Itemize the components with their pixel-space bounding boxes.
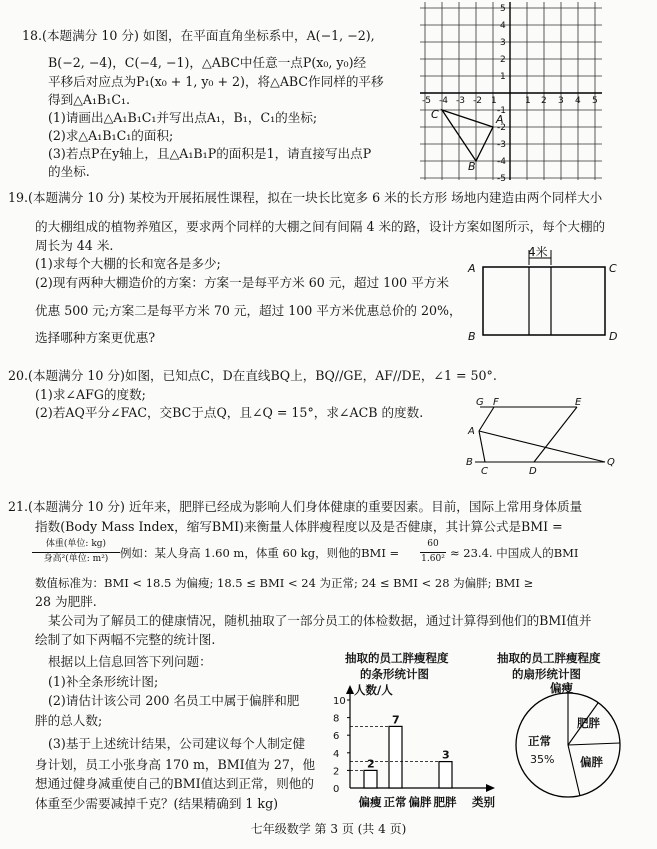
- y-tick: 2: [500, 55, 506, 65]
- corner-label: C: [609, 262, 617, 275]
- y-tick-label: 4: [333, 748, 340, 760]
- geo-label: C: [481, 466, 488, 477]
- y-tick-label: 6: [333, 731, 340, 743]
- q21-line-8: 根据以上信息回答下列问题：: [48, 654, 212, 669]
- q21-line-12: (3)基于上述统计结果，公司建议每个人制定健: [48, 736, 306, 751]
- y-tick: -1: [497, 106, 506, 116]
- x-category-label: 肥胖: [433, 795, 457, 809]
- bar-value-label: 2: [367, 757, 375, 771]
- q21-line-3a: 例如：某人身高 1.60 m，体重 60 kg，则他的BMI =: [120, 546, 400, 560]
- bar: [439, 762, 452, 788]
- q19-line-3: 周长为 44 米.: [35, 238, 114, 253]
- q18-line-1: 18.(本题满分 10 分) 如图，在平面直角坐标系中，A(−1, −2),: [22, 28, 375, 43]
- q20-line-2: (1)求∠AFG的度数;: [35, 387, 146, 402]
- y-tick-label: 10: [333, 696, 346, 707]
- q21-line-15: 体重至少需要减掉千克？(结果精确到 1 kg): [35, 796, 279, 811]
- x-category-label: 偏瘦: [358, 795, 382, 809]
- q21-line-2: 指数(Body Mass Index，缩写BMI)来衡量人体胖瘦程度以及是否健康，其计算公式是BMI =: [35, 519, 563, 534]
- corner-label: B: [468, 330, 476, 343]
- q18-line-6: (2)求△A₁B₁C₁的面积;: [48, 128, 174, 143]
- bar-chart-title-2: 的条形统计图: [360, 667, 429, 681]
- pie-label-normal: 正常: [528, 734, 551, 748]
- pie-label-obese: 肥胖: [577, 716, 600, 730]
- pie-divider: [568, 743, 620, 745]
- geo-label: F: [493, 397, 499, 408]
- y-axis-arrow: [346, 685, 354, 694]
- pie-label-overweight: 偏胖: [580, 755, 603, 769]
- x-tick: 1: [491, 96, 497, 106]
- q19-line-2: 的大棚组成的植物养殖区，要求两个同样的大棚之间有间隔 4 米的路，设计方案如图所示，每个大棚的: [35, 219, 606, 234]
- corner-label: A: [468, 262, 476, 275]
- q18-line-2: B(−2, −4)，C(−4, −1)，△ABC中任意一点P(x₀, y₀)经: [48, 55, 367, 70]
- y-tick: 3: [500, 38, 506, 48]
- point-label: C: [431, 108, 439, 121]
- x-axis-arrow: [486, 784, 495, 792]
- pie-percent-normal: 35%: [530, 753, 555, 766]
- y-tick: -5: [497, 174, 506, 184]
- q21-line-1: 21.(本题满分 10 分) 近年来，肥胖已经成为影响人们身体健康的重要因素。目前，国际上常用身体质量: [8, 499, 583, 514]
- pie-divider: [568, 745, 580, 796]
- bar-chart-title-1: 抽取的员工胖瘦程度: [345, 651, 449, 665]
- q20-line-3: (2)若AQ平分∠FAC，交BC于点Q，且∠Q = 15°，求∠ACB 的度数.: [35, 405, 424, 420]
- x-tick: -4: [439, 96, 448, 106]
- q18-line-8: 的坐标.: [48, 164, 90, 179]
- y-tick: -4: [497, 157, 506, 167]
- q21-line-6: 某公司为了解员工的健康情况，随机抽取了一部分员工的体检数据，通过计算得到他们的BMI值并: [48, 613, 592, 628]
- q18-line-3: 平移后对应点为P₁(x₀ + 1, y₀ + 2)，将△ABC作同样的平移: [48, 74, 384, 89]
- example-denominator: 1.60²: [421, 554, 445, 564]
- geo-label: B: [466, 457, 473, 468]
- x-tick: 1: [525, 96, 531, 106]
- bar-x-label: 类别: [472, 795, 495, 809]
- geo-label: G: [476, 397, 484, 408]
- q18-line-5: (1)请画出△A₁B₁C₁并写出点A₁，B₁，C₁的坐标;: [48, 110, 318, 125]
- bar: [364, 770, 377, 788]
- coordinate-grid: [420, 2, 605, 184]
- y-tick-label: 2: [333, 766, 340, 778]
- gap-label: 4米: [528, 245, 548, 259]
- y-tick: 4: [500, 21, 506, 31]
- y-tick: -3: [497, 140, 506, 150]
- pie-chart-title-2: 的扇形统计图: [512, 667, 581, 681]
- x-tick: 4: [575, 96, 581, 106]
- x-tick: 3: [558, 96, 564, 106]
- line-ac: [479, 431, 485, 462]
- x-tick: -3: [456, 96, 465, 106]
- geometry-figure: [465, 395, 625, 477]
- page-footer: 七年级数学 第 3 页 (共 4 页): [250, 822, 407, 836]
- geo-label: Q: [607, 457, 615, 468]
- q21-line-11: 胖的总人数;: [35, 713, 103, 728]
- field-rectangle: [483, 267, 605, 335]
- example-numerator: 60: [427, 539, 439, 549]
- y-tick: -2: [497, 123, 506, 133]
- y-tick: 1: [500, 72, 506, 82]
- bar-y-label: 人数/人: [354, 683, 393, 697]
- q21-line-14: 想通过健身减重使自己的BMI值达到正常，则他的: [35, 776, 314, 791]
- bmi-fraction-numerator: 体重(单位: kg): [45, 539, 107, 549]
- q21-line-3b: ≈ 23.4. 中国成人的BMI: [450, 546, 579, 560]
- x-category-label: 偏胖: [408, 795, 432, 809]
- pie-label-underweight: 偏瘦: [550, 681, 573, 695]
- x-tick: -5: [422, 96, 431, 106]
- point-label: A: [496, 113, 504, 126]
- q21-line-10: (2)请估计该公司 200 名员工中属于偏胖和肥: [48, 693, 300, 708]
- bar: [389, 726, 402, 788]
- pie-chart: [510, 683, 630, 803]
- q19-line-6: 优惠 500 元;方案二是每平方米 70 元，超过 100 平方米优惠总价的 20%，: [35, 303, 462, 318]
- example-fraction-bar: [420, 552, 446, 553]
- q20-line-1: 20.(本题满分 10 分)如图，已知点C，D在直线BQ上，BQ//GE，AF//DE，∠1 = 50°.: [8, 368, 497, 383]
- bar-value-label: 7: [392, 713, 400, 727]
- x-tick: 2: [541, 96, 547, 106]
- q19-line-4: (1)求每个大棚的长和宽各是多少;: [35, 256, 221, 271]
- q21-line-13: 身计划，员工小张身高 170 m，BMI值为 27，他: [35, 757, 316, 772]
- bmi-fraction-denominator: 身高²(单位: m²): [43, 554, 109, 564]
- bar-value-label: 3: [442, 748, 450, 762]
- q19-line-7: 选择哪种方案更优惠?: [35, 330, 156, 345]
- y-tick-label: 0: [333, 784, 340, 795]
- triangle-abc: [442, 110, 493, 161]
- q19-line-5: (2)现有两种大棚造价的方案：方案一是每平方米 60 元，超过 100 平方米: [35, 275, 449, 290]
- geo-label: D: [529, 466, 537, 477]
- q19-line-1: 19.(本题满分 10 分) 某校为开展拓展性课程，拟在一块长比宽多 6 米的长方形 场地内建造由两个同样大小: [8, 190, 603, 205]
- x-tick: 5: [592, 96, 598, 106]
- q21-line-5: 28 为肥胖.: [35, 594, 97, 609]
- q21-line-7: 绘制了如下两幅不完整的统计图.: [35, 632, 216, 647]
- pie-chart-title-1: 抽取的员工胖瘦程度: [497, 651, 601, 665]
- greenhouse-diagram: [465, 244, 620, 342]
- geo-label: E: [575, 397, 582, 408]
- x-category-label: 正常: [383, 795, 407, 809]
- point-label: B: [468, 160, 476, 173]
- line-aq: [479, 431, 605, 462]
- bar-chart: [320, 680, 500, 810]
- grid-lines: [420, 2, 602, 180]
- bmi-fraction-bar: [32, 552, 120, 553]
- q18-line-7: (3)若点P在y轴上，且△A₁B₁P的面积是1，请直接写出点P: [48, 146, 372, 161]
- q18-line-4: 得到△A₁B₁C₁.: [48, 92, 131, 107]
- q21-line-4: 数值标准为：BMI < 18.5 为偏瘦; 18.5 ≤ BMI < 24 为正常; 24 ≤ BMI < 28 为偏胖; BMI ≥: [35, 576, 534, 590]
- y-tick-label: 8: [333, 713, 340, 725]
- y-tick: 5: [500, 4, 506, 14]
- corner-label: D: [609, 330, 618, 343]
- geo-label: A: [468, 426, 475, 437]
- q21-line-9: (1)补全条形统计图;: [48, 674, 159, 689]
- line-af: [479, 407, 494, 431]
- x-tick: -2: [473, 96, 482, 106]
